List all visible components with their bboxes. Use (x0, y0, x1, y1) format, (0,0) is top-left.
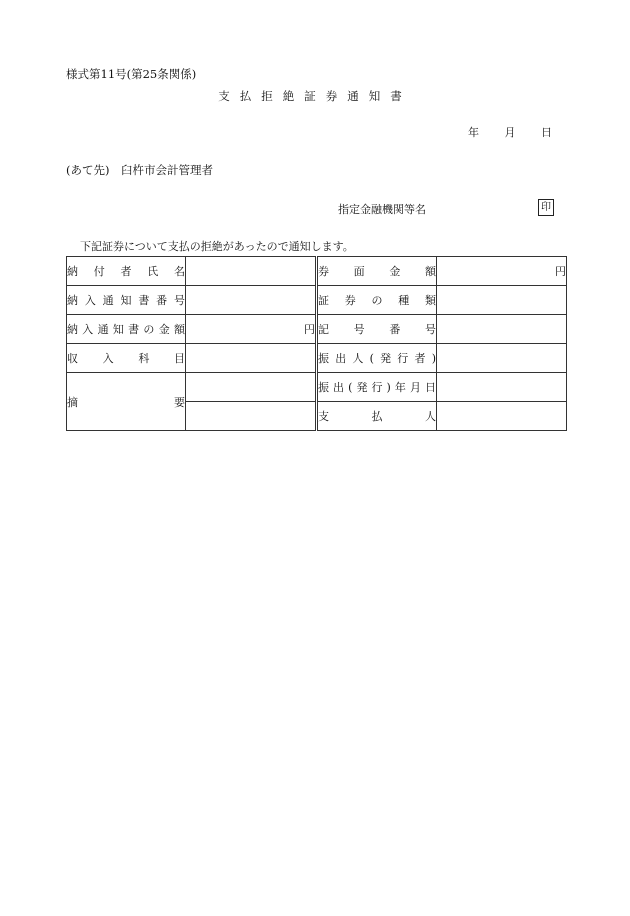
symbol-number-value[interactable] (437, 315, 567, 344)
issue-date-value[interactable] (437, 373, 567, 402)
institution-label: 指定金融機関等名 (338, 203, 426, 216)
symbol-number-label: 記号番号 (318, 315, 437, 344)
document-title: 支払拒絶証券通知書 (218, 89, 412, 103)
summary-value-1[interactable] (186, 373, 316, 402)
bill-number-label: 納入通知書番号 (67, 286, 186, 315)
seal-box: 印 (538, 199, 554, 216)
bill-amount-label: 納入通知書の金額 (67, 315, 186, 344)
payer-label: 支払人 (318, 402, 437, 431)
table-row (67, 373, 567, 402)
face-amount-label: 券面金額 (318, 257, 437, 286)
table-row (67, 286, 567, 315)
summary-value-2[interactable] (186, 402, 316, 431)
drawer-value[interactable] (437, 344, 567, 373)
drawer-label: 振出人(発行者) (318, 344, 437, 373)
revenue-item-value[interactable] (186, 344, 316, 373)
revenue-item-label: 収入科目 (67, 344, 186, 373)
addressee: (あて先) 臼杵市会計管理者 (66, 163, 213, 177)
notice-table (66, 256, 567, 431)
security-type-label: 証券の種類 (318, 286, 437, 315)
table-row (67, 344, 567, 373)
bill-amount-value[interactable]: 円 (186, 315, 316, 344)
payer-name-value[interactable] (186, 257, 316, 286)
payer-value[interactable] (437, 402, 567, 431)
payer-name-label: 納付者氏名 (67, 257, 186, 286)
form-number: 様式第11号(第25条関係) (66, 67, 197, 81)
date-line: 年 月 日 (468, 126, 552, 139)
bill-number-value[interactable] (186, 286, 316, 315)
security-type-value[interactable] (437, 286, 567, 315)
table-row (67, 257, 567, 286)
issue-date-label: 振出(発行)年月日 (318, 373, 437, 402)
table-row (67, 315, 567, 344)
summary-label: 摘要 (67, 373, 186, 431)
notice-text: 下記証券について支払の拒絶があったので通知します。 (80, 240, 354, 253)
face-amount-value[interactable]: 円 (437, 257, 567, 286)
